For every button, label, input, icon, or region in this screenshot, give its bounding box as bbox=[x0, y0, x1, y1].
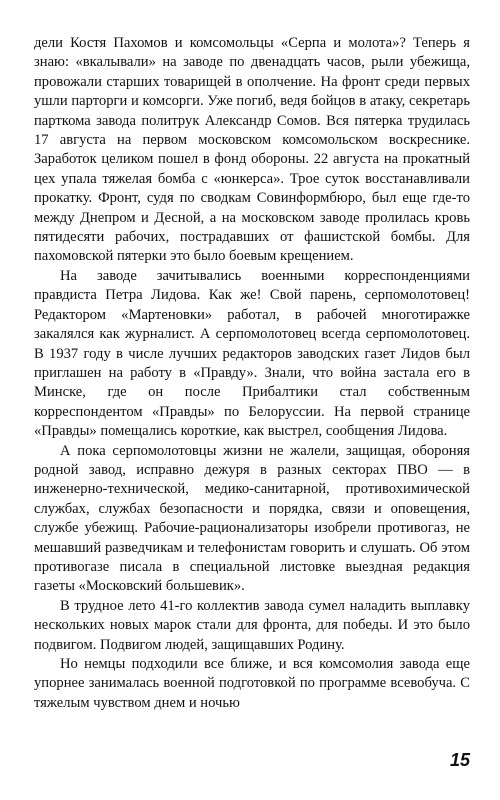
paragraph-5: Но немцы подходили все ближе, и вся комсомолия завода еще упорнее занималась военной подготовкой по программе всевобуча. С тяжелым чувством днем и ночью bbox=[34, 656, 470, 711]
page-text bbox=[34, 34, 470, 713]
paragraph-2: На заводе зачитывались военными корреспонденциями правдиста Петра Лидова. Как же! Свой парень, серпомолотовец! Редактором «Мартеновки» работал, в рабочей многотиражке закалялся как журналист. А серпомолотовец всегда серпомолотовец. В 1937 году в числе лучших редакторов заводских газет Лидов был приглашен на работу в «Правду». Знали, что война застала его в Минске, где он после Прибалтики стал собственным корреспондентом «Правды» по Белоруссии. На первой странице «Правды» помещались короткие, как выстрел, сообщения Лидова. bbox=[34, 267, 470, 440]
paragraph-3: А пока серпомолотовцы жизни не жалели, защищая, обороняя родной завод, исправно дежуря в разных секторах ПВО — в инженерно-технической, медико-санитарной, противохимической службах, службах безопасности и порядка, связи и оповещения, службе убежищ. Рабочие-рационализаторы изобрели противогаз, не мешавший разведчикам и телефонистам говорить и слушать. Об этом противогазе писала в специальной листовке выездная редакция газеты «Московский большевик». bbox=[34, 442, 470, 595]
page-number: 15 bbox=[449, 750, 470, 770]
paragraph-1: дели Костя Пахомов и комсомольцы «Серпа и молота»? Теперь я знаю: «вкалывали» на заводе по двенадцать часов, рыли убежища, провожали старших товарищей в ополчение. На фронт среди первых ушли парторги и комсорги. Уже погиб, ведя бойцов в атаку, секретарь парткома завода политрук Александр Сомов. Вся пятерка трудилась 17 августа на первом московском комсомольском воскреснике. Заработок целиком пошел в фонд обороны. 22 августа на прокатный цех упала тяжелая бомба с «юнкерса». Трое суток восстанавливали прокатку. Фронт, судя по сводкам Совинформбюро, был еще где-то между Днепром и Десной, а на московском заводе пролилась кровь пятидесяти рабочих, пострадавших от фашистской бомбы. Для пахомовской пятерки это было боевым крещением. bbox=[34, 35, 470, 265]
paragraph-4: В трудное лето 41-го коллектив завода сумел наладить выплавку нескольких новых марок стали для фронта, для победы. И это было подвигом. Подвигом людей, защищавших Родину. bbox=[34, 597, 470, 653]
